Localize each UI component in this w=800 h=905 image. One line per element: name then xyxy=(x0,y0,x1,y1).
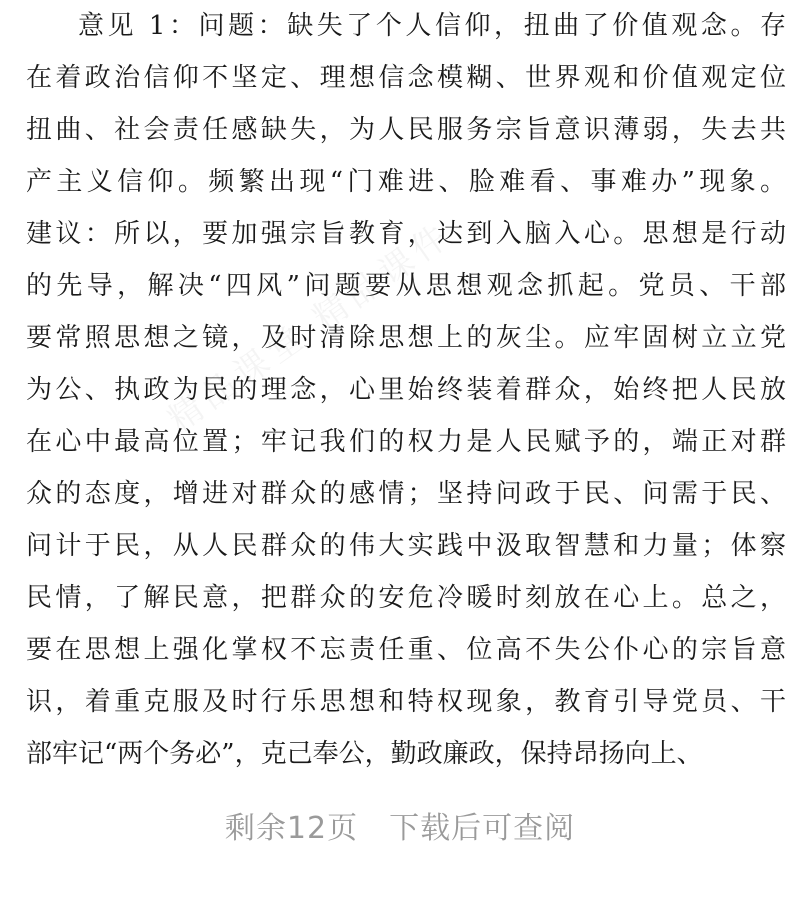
remaining-pages-link[interactable]: 剩余12页 下载后可查阅 xyxy=(224,811,576,846)
paragraph-line: 的先导，解决“四风”问题要从思想观念抓起。党员、干部 xyxy=(26,271,786,301)
paragraph-line: 识，着重克服及时行乐思想和特权现象，教育引导党员、干 xyxy=(26,687,786,717)
paragraph-line: 要常照思想之镜，及时清除思想上的灰尘。应牢固树立立党 xyxy=(26,323,786,353)
document-body xyxy=(26,0,786,780)
paragraph-line: 在心中最高位置；牢记我们的权力是人民赋予的，端正对群 xyxy=(26,427,786,457)
paragraph-line: 意见 1：问题：缺失了个人信仰，扭曲了价值观念。存 xyxy=(78,11,786,41)
paragraph-line: 产主义信仰。频繁出现“门难进、脸难看、事难办”现象。 xyxy=(26,167,786,197)
paragraph-line: 众的态度，增进对群众的感情；坚持问政于民、问需于民、 xyxy=(26,479,786,509)
paragraph-line: 部牢记“两个务必”，克己奉公，勤政廉政，保持昂扬向上、 xyxy=(26,739,703,769)
paragraph-line: 问计于民，从人民群众的伟大实践中汲取智慧和力量；体察 xyxy=(26,531,786,561)
paragraph-line: 在着政治信仰不坚定、理想信念模糊、世界观和价值观定位 xyxy=(26,63,786,93)
paragraph-line: 民情，了解民意，把群众的安危冷暖时刻放在心上。总之， xyxy=(26,583,786,613)
paragraph-line: 扭曲、社会责任感缺失，为人民服务宗旨意识薄弱，失去共 xyxy=(26,115,786,145)
paragraph-line: 为公、执政为民的理念，心里始终装着群众，始终把人民放 xyxy=(26,375,786,405)
paragraph-line: 要在思想上强化掌权不忘责任重、位高不失公仆心的宗旨意 xyxy=(26,635,786,665)
paragraph-line: 建议：所以，要加强宗旨教育，达到入脑入心。思想是行动 xyxy=(26,219,786,249)
